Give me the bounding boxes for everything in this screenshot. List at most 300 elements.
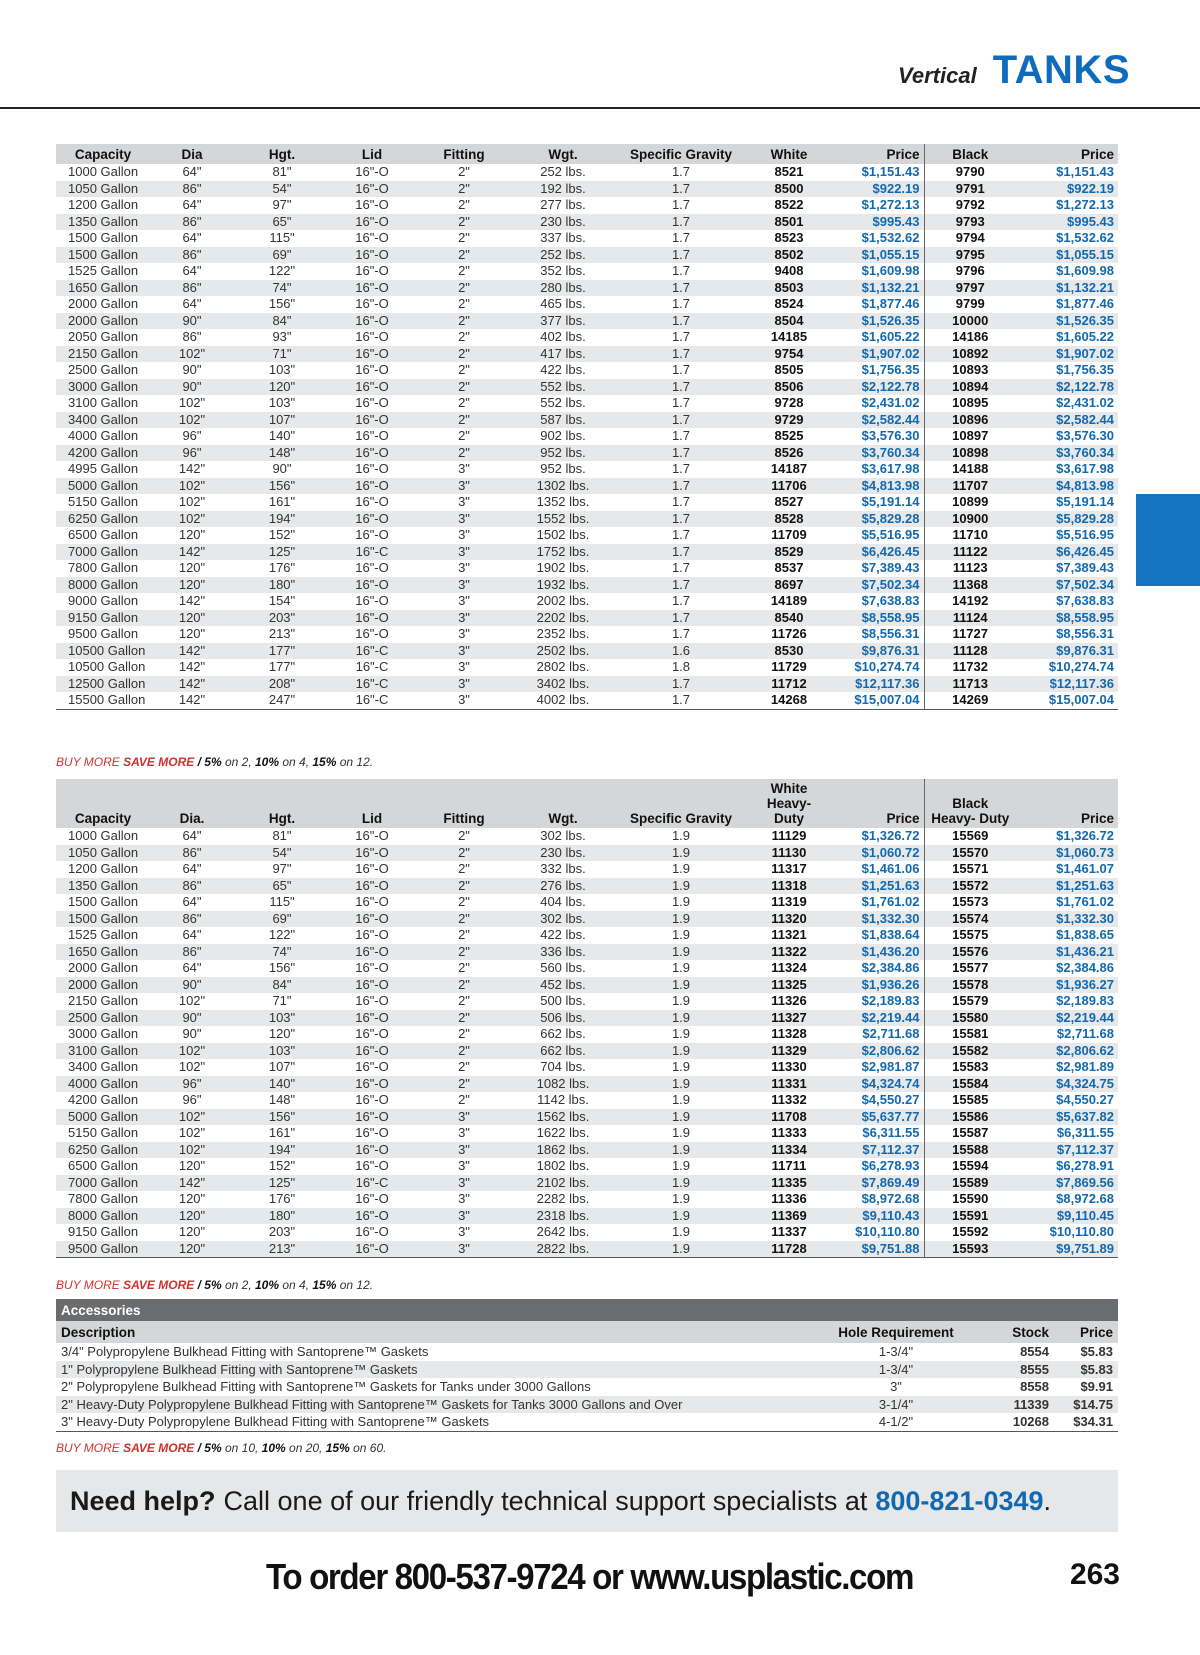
- cell-white-stock: 8505: [774, 362, 804, 377]
- cell-specific-gravity: 1.7: [671, 263, 691, 278]
- cell-black-price: $10,274.74: [1048, 659, 1114, 674]
- table-row: [56, 845, 1118, 862]
- cell-black-price: $1,060.73: [1016, 845, 1118, 862]
- col-black: Black: [924, 144, 1016, 164]
- cell-white-stock: 11711: [771, 1158, 807, 1173]
- cell-hgt: 120": [234, 379, 330, 396]
- accessory-row: [56, 1413, 1118, 1431]
- cell-black-price: $6,426.45: [1016, 544, 1118, 561]
- cell-lid: 16"-O: [330, 511, 414, 528]
- table-row: [56, 861, 1118, 878]
- cell-dia: 64": [182, 296, 202, 311]
- cell-hgt: 203": [268, 1224, 296, 1239]
- accessory-row: [56, 1396, 1118, 1414]
- cell-white-stock: 11319: [771, 894, 807, 909]
- cell-wgt: 662 lbs.: [540, 1026, 586, 1041]
- cell-white-price: $1,761.02: [828, 894, 924, 911]
- table-row: [56, 214, 1118, 231]
- cell-black-price: $1,151.43: [1056, 164, 1114, 179]
- cell-capacity: 1525 Gallon: [68, 263, 139, 278]
- table-row: [56, 395, 1118, 412]
- cell-fitting: 2": [458, 230, 470, 245]
- cell-black-stock: 15592: [952, 1224, 989, 1239]
- cell-white-stock: 11321: [771, 927, 807, 942]
- cell-specific-gravity: 1.9: [671, 927, 691, 942]
- cell-white-price: $1,838.64: [828, 927, 924, 944]
- table-row: [56, 461, 1118, 478]
- cell-fitting: 3": [414, 478, 514, 495]
- col-dia: Dia: [150, 144, 234, 164]
- cell-dia: 142": [150, 544, 234, 561]
- cell-white-price: $1,907.02: [828, 346, 924, 363]
- cell-white-stock: 9408: [774, 263, 804, 278]
- cell-capacity: 1050 Gallon: [56, 181, 150, 198]
- cell-lid: 16"-O: [355, 1026, 389, 1041]
- cell-white-stock: 8503: [750, 280, 828, 297]
- cell-white-price: $1,936.26: [828, 977, 924, 994]
- cell-lid: 16"-O: [330, 1076, 414, 1093]
- cell-black-price: $1,532.62: [1056, 230, 1114, 245]
- cell-wgt: 704 lbs.: [540, 1059, 586, 1074]
- cell-fitting: 2": [458, 395, 470, 410]
- table-row: [56, 1043, 1118, 1060]
- cell-black-price: $2,219.44: [1016, 1010, 1118, 1027]
- table-row: [56, 1076, 1118, 1093]
- cell-fitting: 2": [458, 263, 470, 278]
- cell-lid: 16"-O: [330, 1142, 414, 1159]
- cell-wgt: 952 lbs.: [514, 445, 612, 462]
- cell-black-price: $7,389.43: [1056, 560, 1114, 575]
- cell-hgt: 115": [269, 894, 295, 909]
- cell-black-stock: 9796: [955, 263, 985, 278]
- cell-lid: 16"-O: [355, 230, 389, 245]
- cell-black-stock: 15578: [924, 977, 1016, 994]
- cell-lid: 16"-O: [330, 610, 414, 627]
- cell-black-stock: 9795: [924, 247, 1016, 264]
- cell-capacity: 9500 Gallon: [68, 626, 139, 641]
- cell-white-price: $7,638.83: [828, 593, 924, 610]
- cell-black-stock: 11713: [924, 676, 1016, 693]
- cell-white-stock: 11322: [750, 944, 828, 961]
- cell-white-stock: 11318: [750, 878, 828, 895]
- cell-wgt: 587 lbs.: [514, 412, 612, 429]
- cell-wgt: 302 lbs.: [540, 828, 586, 843]
- cell-white-price: $7,869.49: [828, 1175, 924, 1192]
- cell-white-price: $5,829.28: [828, 511, 924, 528]
- table-row: [56, 1010, 1118, 1027]
- cell-lid: 16"-O: [355, 828, 389, 843]
- table-row: [56, 1191, 1118, 1208]
- cell-hgt: 161": [268, 1125, 296, 1140]
- cell-wgt: 377 lbs.: [514, 313, 612, 330]
- table-row: [56, 296, 1118, 313]
- accessory-row: [56, 1361, 1118, 1379]
- cell-specific-gravity: 1.9: [671, 894, 691, 909]
- cell-wgt: 302 lbs.: [514, 911, 612, 928]
- cell-fitting: 3": [458, 494, 470, 509]
- table-row: [56, 478, 1118, 495]
- cell-black-stock: 15581: [952, 1026, 989, 1041]
- cell-white-price: $2,384.86: [828, 960, 924, 977]
- cell-white-stock: 14189: [770, 593, 808, 608]
- cell-specific-gravity: 1.9: [612, 1241, 750, 1258]
- cell-white-price: $9,110.43: [828, 1208, 924, 1225]
- cell-capacity: 7800 Gallon: [68, 560, 139, 575]
- cell-price: $9.91: [1080, 1379, 1113, 1395]
- cell-white-price: $2,582.44: [828, 412, 924, 429]
- accessory-row: [56, 1378, 1118, 1396]
- cell-capacity: 5000 Gallon: [56, 478, 150, 495]
- cell-black-stock: 11123: [952, 560, 988, 575]
- cell-dia: 86": [150, 181, 234, 198]
- header-subtitle: Vertical: [898, 63, 977, 88]
- cell-lid: 16"-O: [355, 494, 389, 509]
- cell-white-price: $5,191.14: [828, 494, 924, 511]
- cell-wgt: 230 lbs.: [514, 214, 612, 231]
- cell-capacity: 5150 Gallon: [68, 494, 139, 509]
- cell-white-price: $995.43: [828, 214, 924, 231]
- cell-white-stock: 8522: [774, 197, 804, 212]
- cell-dia: 86": [150, 944, 234, 961]
- table-row: [56, 960, 1118, 977]
- cell-black-price: $2,189.83: [1056, 993, 1114, 1008]
- cell-hgt: 69": [234, 247, 330, 264]
- cell-hgt: 180": [234, 577, 330, 594]
- cell-wgt: 1352 lbs.: [536, 494, 590, 509]
- cell-fitting: 3": [414, 577, 514, 594]
- cell-white-price: $8,972.68: [828, 1191, 924, 1208]
- cell-capacity: 6250 Gallon: [56, 1142, 150, 1159]
- cell-fitting: 2": [414, 845, 514, 862]
- cell-wgt: 2642 lbs.: [536, 1224, 590, 1239]
- cell-lid: 16"-O: [330, 280, 414, 297]
- cell-hgt: 103": [268, 362, 296, 377]
- cell-black-price: $15,007.04: [1016, 692, 1118, 709]
- cell-black-price: $4,813.98: [1016, 478, 1118, 495]
- cell-fitting: 2": [458, 197, 470, 212]
- cell-black-stock: 15585: [952, 1092, 989, 1107]
- cell-white-stock: 11336: [771, 1191, 807, 1206]
- cell-dia: 120": [178, 527, 206, 542]
- cell-description: 1" Polypropylene Bulkhead Fitting with Santoprene™ Gaskets: [56, 1361, 826, 1379]
- table-row: [56, 1092, 1118, 1109]
- cell-fitting: 2": [414, 944, 514, 961]
- cell-price: $5.83: [1080, 1344, 1113, 1360]
- cell-dia: 64": [182, 861, 202, 876]
- table-row: [56, 1241, 1118, 1258]
- cell-white-stock: 8524: [774, 296, 804, 311]
- cell-dia: 102": [178, 993, 206, 1008]
- cell-hgt: 154": [268, 593, 296, 608]
- cell-lid: 16"-O: [330, 1043, 414, 1060]
- table-row: [56, 993, 1118, 1010]
- cell-specific-gravity: 1.7: [671, 527, 691, 542]
- cell-lid: 16"-O: [330, 944, 414, 961]
- cell-white-stock: 11130: [750, 845, 828, 862]
- cell-specific-gravity: 1.9: [671, 1125, 691, 1140]
- cell-specific-gravity: 1.9: [671, 861, 691, 876]
- cell-hgt: 81": [272, 828, 292, 843]
- order-footer[interactable]: To order 800-537-9724 or www.usplastic.com: [266, 1556, 914, 1597]
- cell-capacity: 3100 Gallon: [56, 1043, 150, 1060]
- table-row: [56, 379, 1118, 396]
- cell-specific-gravity: 1.7: [612, 511, 750, 528]
- cell-wgt: 1562 lbs.: [514, 1109, 612, 1126]
- cell-hole-requirement: 3": [890, 1379, 902, 1395]
- cell-specific-gravity: 1.7: [612, 313, 750, 330]
- cell-fitting: 3": [458, 626, 470, 641]
- cell-black-stock: 10893: [952, 362, 989, 377]
- cell-wgt: 336 lbs.: [514, 944, 612, 961]
- cell-specific-gravity: 1.9: [612, 1076, 750, 1093]
- cell-white-price: $4,813.98: [828, 478, 924, 495]
- cell-wgt: 506 lbs.: [514, 1010, 612, 1027]
- cell-wgt: 465 lbs.: [540, 296, 586, 311]
- cell-hgt: 152": [268, 527, 296, 542]
- cell-wgt: 902 lbs.: [540, 428, 586, 443]
- cell-stock: 11339: [966, 1396, 1054, 1414]
- col-specific-gravity: Specific Gravity: [612, 144, 750, 164]
- cell-specific-gravity: 1.7: [612, 577, 750, 594]
- cell-fitting: 2": [458, 894, 470, 909]
- cell-stock: 8558: [1020, 1379, 1049, 1395]
- cell-hgt: 71": [234, 346, 330, 363]
- cell-hgt: 247": [234, 692, 330, 709]
- cell-capacity: 1650 Gallon: [56, 280, 150, 297]
- cell-hole-requirement: 1-3/4": [878, 1344, 914, 1360]
- cell-black-price: $2,384.86: [1056, 960, 1114, 975]
- cell-hgt: 74": [234, 944, 330, 961]
- help-lead: Need help?: [70, 1485, 216, 1516]
- cell-black-price: $1,055.15: [1016, 247, 1118, 264]
- cell-hgt: 180": [234, 1208, 330, 1225]
- cell-hgt: 115": [269, 230, 295, 245]
- cell-lid: 16"-O: [355, 527, 389, 542]
- cell-capacity: 1500 Gallon: [68, 894, 139, 909]
- cell-black-stock: 9791: [924, 181, 1016, 198]
- cell-black-price: $7,112.37: [1016, 1142, 1118, 1159]
- col-white: White: [750, 144, 828, 164]
- cell-black-price: $1,251.63: [1016, 878, 1118, 895]
- cell-fitting: 3": [458, 461, 470, 476]
- cell-specific-gravity: 1.7: [671, 329, 691, 344]
- cell-hgt: 54": [234, 845, 330, 862]
- cell-hgt: 97": [272, 861, 292, 876]
- cell-dia: 64": [182, 197, 202, 212]
- cell-white-price: $4,550.27: [828, 1092, 924, 1109]
- support-phone-link[interactable]: 800-821-0349: [875, 1485, 1044, 1516]
- cell-dia: 142": [178, 593, 206, 608]
- accessories-title: Accessories: [56, 1299, 1118, 1321]
- cell-white-stock: 11324: [771, 960, 807, 975]
- cell-black-price: $8,556.31: [1056, 626, 1114, 641]
- page-header: [898, 48, 1130, 93]
- table-row: [56, 1224, 1118, 1241]
- section-tab: [1136, 494, 1200, 586]
- cell-lid: 16"-O: [355, 1224, 389, 1239]
- cell-black-stock: 10000: [924, 313, 1016, 330]
- accessories-table: [56, 1299, 1118, 1432]
- cell-fitting: 2": [458, 428, 470, 443]
- cell-dia: 90": [150, 977, 234, 994]
- cell-lid: 16"-O: [355, 428, 389, 443]
- cell-capacity: 1525 Gallon: [68, 927, 139, 942]
- cell-dia: 90": [150, 313, 234, 330]
- cell-lid: 16"-O: [330, 1010, 414, 1027]
- cell-white-price: $1,877.46: [828, 296, 924, 313]
- cell-specific-gravity: 1.9: [612, 1142, 750, 1159]
- cell-fitting: 3": [414, 544, 514, 561]
- cell-white-stock: 8502: [750, 247, 828, 264]
- col-hgt: Hgt.: [234, 779, 330, 828]
- cell-fitting: 2": [414, 977, 514, 994]
- cell-capacity: 2000 Gallon: [68, 296, 139, 311]
- cell-specific-gravity: 1.9: [612, 1043, 750, 1060]
- cell-dia: 96": [150, 445, 234, 462]
- cell-hgt: 122": [268, 927, 296, 942]
- cell-white-stock: 8506: [750, 379, 828, 396]
- cell-dia: 120": [178, 560, 206, 575]
- cell-black-stock: 10894: [924, 379, 1016, 396]
- cell-specific-gravity: 1.7: [612, 412, 750, 429]
- cell-wgt: 230 lbs.: [514, 845, 612, 862]
- table-row: [56, 544, 1118, 561]
- cell-white-stock: 11369: [750, 1208, 828, 1225]
- cell-black-price: $1,272.13: [1056, 197, 1114, 212]
- cell-specific-gravity: 1.7: [671, 626, 691, 641]
- cell-lid: 16"-O: [355, 362, 389, 377]
- cell-wgt: 2822 lbs.: [514, 1241, 612, 1258]
- cell-white-stock: 8530: [750, 643, 828, 660]
- cell-lid: 16"-O: [330, 878, 414, 895]
- cell-fitting: 2": [458, 164, 470, 179]
- cell-capacity: 2050 Gallon: [68, 329, 139, 344]
- cell-capacity: 5000 Gallon: [56, 1109, 150, 1126]
- cell-dia: 102": [150, 1142, 234, 1159]
- cell-black-price: $1,936.27: [1016, 977, 1118, 994]
- cell-wgt: 332 lbs.: [540, 861, 586, 876]
- cell-dia: 102": [150, 478, 234, 495]
- heavy-duty-tanks-table: [56, 779, 1118, 1258]
- cell-white-stock: 11708: [750, 1109, 828, 1126]
- cell-lid: 16"-O: [330, 1241, 414, 1258]
- table-row: [56, 692, 1118, 709]
- cell-dia: 120": [178, 1191, 206, 1206]
- cell-specific-gravity: 1.7: [612, 346, 750, 363]
- cell-black-stock: 15591: [924, 1208, 1016, 1225]
- cell-capacity: 1500 Gallon: [56, 247, 150, 264]
- cell-white-stock: 8500: [750, 181, 828, 198]
- cell-dia: 102": [150, 1043, 234, 1060]
- cell-lid: 16"-O: [355, 296, 389, 311]
- cell-lid: 16"-C: [355, 659, 389, 674]
- cell-white-price: $12,117.36: [828, 676, 924, 693]
- cell-fitting: 3": [458, 560, 470, 575]
- cell-capacity: 1000 Gallon: [68, 164, 139, 179]
- cell-specific-gravity: 1.7: [612, 692, 750, 709]
- cell-capacity: 4995 Gallon: [68, 461, 139, 476]
- cell-specific-gravity: 1.7: [671, 197, 691, 212]
- cell-dia: 64": [182, 164, 202, 179]
- col-lid: Lid: [330, 779, 414, 828]
- cell-black-stock: 10899: [952, 494, 989, 509]
- cell-wgt: 1622 lbs.: [536, 1125, 590, 1140]
- cell-white-stock: 8529: [750, 544, 828, 561]
- cell-dia: 64": [182, 960, 202, 975]
- cell-black-stock: 15584: [924, 1076, 1016, 1093]
- cell-dia: 102": [178, 494, 206, 509]
- cell-capacity: 9150 Gallon: [56, 610, 150, 627]
- cell-price: $14.75: [1054, 1396, 1118, 1414]
- cell-capacity: 1050 Gallon: [56, 845, 150, 862]
- table-row: [56, 181, 1118, 198]
- cell-hgt: 81": [272, 164, 292, 179]
- cell-hgt: 203": [234, 610, 330, 627]
- cell-capacity: 3000 Gallon: [68, 1026, 139, 1041]
- cell-dia: 96": [182, 1092, 202, 1107]
- cell-black-price: $1,761.02: [1056, 894, 1114, 909]
- cell-dia: 120": [178, 1158, 206, 1173]
- table-row: [56, 911, 1118, 928]
- cell-black-stock: 11368: [924, 577, 1016, 594]
- cell-black-stock: 10900: [924, 511, 1016, 528]
- cell-white-price: $1,436.20: [828, 944, 924, 961]
- cell-white-price: $9,876.31: [828, 643, 924, 660]
- cell-black-price: $2,981.89: [1056, 1059, 1114, 1074]
- cell-black-stock: 10896: [924, 412, 1016, 429]
- cell-fitting: 2": [414, 313, 514, 330]
- cell-fitting: 2": [414, 878, 514, 895]
- cell-wgt: 500 lbs.: [540, 993, 586, 1008]
- cell-stock: 8555: [966, 1361, 1054, 1379]
- cell-capacity: 15500 Gallon: [56, 692, 150, 709]
- cell-black-price: $1,461.07: [1056, 861, 1114, 876]
- cell-white-stock: 8504: [750, 313, 828, 330]
- cell-white-price: $6,426.45: [828, 544, 924, 561]
- table-row: [56, 445, 1118, 462]
- cell-specific-gravity: 1.7: [612, 379, 750, 396]
- cell-capacity: 3400 Gallon: [56, 412, 150, 429]
- cell-dia: 86": [150, 247, 234, 264]
- cell-dia: 142": [178, 659, 206, 674]
- cell-specific-gravity: 1.9: [671, 1191, 691, 1206]
- cell-hgt: 103": [268, 395, 296, 410]
- cell-black-stock: 15570: [924, 845, 1016, 862]
- cell-dia: 90": [182, 362, 202, 377]
- cell-wgt: 337 lbs.: [540, 230, 586, 245]
- cell-white-stock: 11333: [771, 1125, 807, 1140]
- cell-white-price: $922.19: [828, 181, 924, 198]
- cell-dia: 86": [150, 214, 234, 231]
- cell-white-price: $3,576.30: [828, 428, 924, 445]
- cell-wgt: 192 lbs.: [514, 181, 612, 198]
- cell-white-stock: 8697: [750, 577, 828, 594]
- cell-black-price: $7,869.56: [1016, 1175, 1118, 1192]
- cell-black-stock: 15589: [924, 1175, 1016, 1192]
- cell-white-stock: 11331: [750, 1076, 828, 1093]
- cell-black-stock: 10898: [924, 445, 1016, 462]
- cell-specific-gravity: 1.7: [612, 610, 750, 627]
- table-row: [56, 1125, 1118, 1142]
- cell-capacity: 2500 Gallon: [56, 1010, 150, 1027]
- cell-white-price: $1,326.72: [828, 828, 924, 845]
- cell-capacity: 9500 Gallon: [56, 1241, 150, 1258]
- cell-specific-gravity: 1.7: [612, 676, 750, 693]
- cell-black-price: $7,502.34: [1016, 577, 1118, 594]
- cell-lid: 16"-O: [330, 181, 414, 198]
- cell-capacity: 1200 Gallon: [68, 861, 139, 876]
- cell-black-stock: 10892: [924, 346, 1016, 363]
